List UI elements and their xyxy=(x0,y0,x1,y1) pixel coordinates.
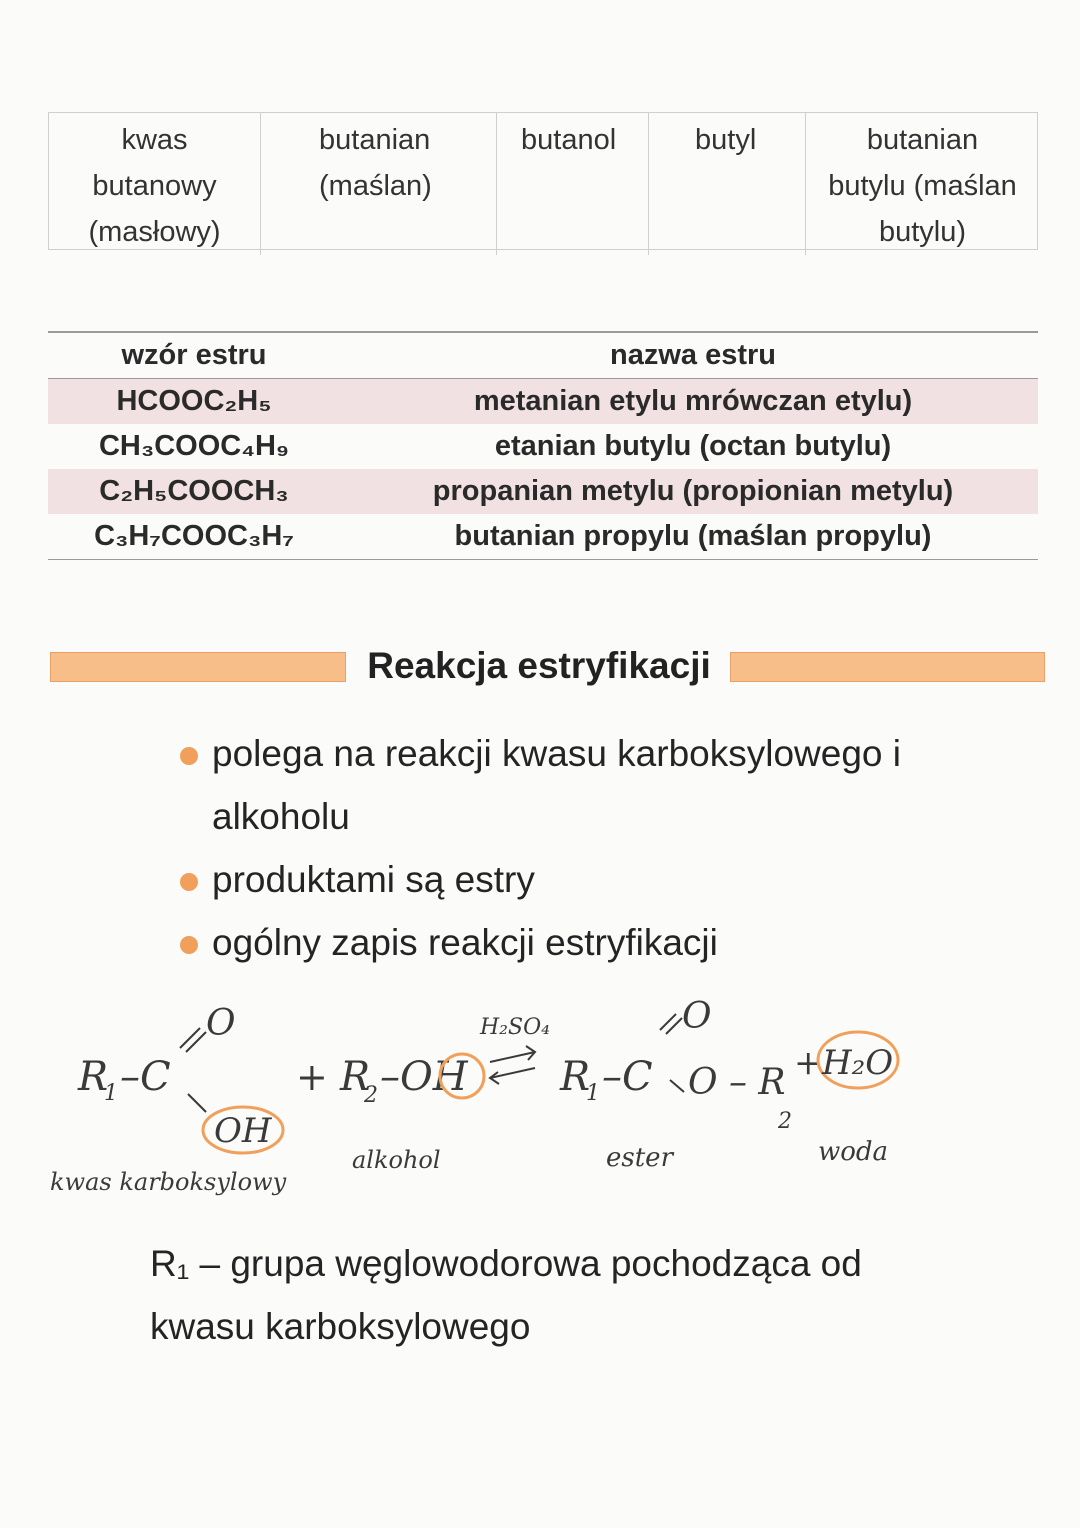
ester-formula xyxy=(559,996,792,1134)
naming-table xyxy=(48,112,1038,250)
ester-formula: C₂H₅COOCH₃ xyxy=(99,474,289,507)
bullet-text: produktami są estry xyxy=(212,859,535,900)
ester-r2-sub: 2 xyxy=(778,1109,792,1134)
alcohol-formula xyxy=(339,1054,484,1108)
bullet-dot-icon xyxy=(180,747,198,765)
plus-sign: + xyxy=(794,1043,823,1083)
acid-formula xyxy=(77,1003,283,1153)
table-cell-alkyl xyxy=(649,113,806,255)
alcohol-r-sub: 2 xyxy=(364,1083,378,1108)
alcohol-oh: –OH xyxy=(380,1054,468,1100)
table-cell-salt xyxy=(261,113,497,255)
bullet-text: ogólny zapis reakcji estryfikacji xyxy=(212,922,718,963)
acid-r-sub: 1 xyxy=(104,1081,118,1106)
single-bond xyxy=(670,1080,684,1092)
table-header-row xyxy=(48,333,1038,379)
catalyst: H₂SO₄ xyxy=(480,1015,550,1040)
cell-line: (masłowy) xyxy=(88,216,221,248)
table-row xyxy=(48,424,1038,469)
bullet-dot-icon xyxy=(180,873,198,891)
ester-name: etanian butylu (octan butylu) xyxy=(494,429,892,462)
cell-line: butanol xyxy=(521,124,617,156)
cell-line: butanian xyxy=(866,124,979,156)
bullet-list xyxy=(180,722,980,974)
section-title: Reakcja estryfikacji xyxy=(348,641,730,691)
ester-r: R xyxy=(560,1054,591,1100)
cell-line: butyl xyxy=(695,124,757,156)
acid-o: O xyxy=(206,1003,236,1044)
table-row xyxy=(48,514,1038,560)
ester-name: propanian metylu (propionian metylu) xyxy=(432,474,954,507)
ester-formula: C₃H₇COOC₃H₇ xyxy=(94,519,294,552)
label-alcohol: alkohol xyxy=(352,1146,441,1174)
table-cell-ester xyxy=(806,113,1039,255)
alcohol-r: R xyxy=(340,1054,371,1100)
bullet-dot-icon xyxy=(180,936,198,954)
ester-c: –C xyxy=(602,1054,653,1100)
single-bond xyxy=(188,1094,206,1112)
esterification-equation xyxy=(0,990,1080,1220)
water: H₂O xyxy=(822,1043,894,1083)
water-formula xyxy=(818,1032,898,1088)
ester-formula: HCOOC₂H₅ xyxy=(116,384,272,417)
ester-name: butanian propylu (maślan propylu) xyxy=(454,519,932,552)
plus-sign: + xyxy=(296,1055,328,1099)
cell-line: butylu) xyxy=(878,216,967,248)
table-row xyxy=(48,379,1038,424)
header-name: nazwa estru xyxy=(610,338,776,371)
header-formula: wzór estru xyxy=(121,338,267,371)
table-cell-acid xyxy=(49,113,261,255)
double-bond-b xyxy=(186,1032,206,1052)
list-item xyxy=(180,722,980,848)
heading-bar-right xyxy=(730,652,1045,682)
ester-table xyxy=(48,331,1038,560)
r1-definition: R₁ – grupa węglowodorowa pochodząca od kwasu karboksylowego xyxy=(150,1243,862,1347)
ester-o: O xyxy=(682,996,712,1037)
table-row xyxy=(48,469,1038,514)
bullet-text: polega na reakcji kwasu karboksylowego i alkoholu xyxy=(212,733,901,837)
ester-name: metanian etylu mrówczan etylu) xyxy=(473,384,913,417)
acid-c: –C xyxy=(120,1054,171,1100)
table-cell-alcohol xyxy=(497,113,649,255)
label-acid: kwas karboksylowy xyxy=(50,1168,287,1196)
cell-line: butylu (maślan xyxy=(828,170,1017,202)
list-item xyxy=(180,848,980,911)
ester-r-sub: 1 xyxy=(586,1081,600,1106)
cell-line: butanian xyxy=(319,124,431,156)
cell-line: butanowy xyxy=(92,170,217,202)
heading-bar-left xyxy=(50,652,346,682)
ester-o-r: O – R xyxy=(688,1062,786,1103)
acid-r: R xyxy=(78,1054,109,1100)
label-ester: ester xyxy=(606,1143,673,1173)
label-water: woda xyxy=(818,1137,889,1167)
cell-line: kwas xyxy=(121,124,188,156)
cell-line: (maślan) xyxy=(319,170,432,202)
list-item xyxy=(180,911,980,974)
double-bond-a xyxy=(180,1028,200,1048)
equilibrium-arrow-icon xyxy=(490,1046,535,1084)
ester-formula: CH₃COOC₄H₉ xyxy=(98,429,290,462)
acid-oh: OH xyxy=(214,1111,272,1151)
